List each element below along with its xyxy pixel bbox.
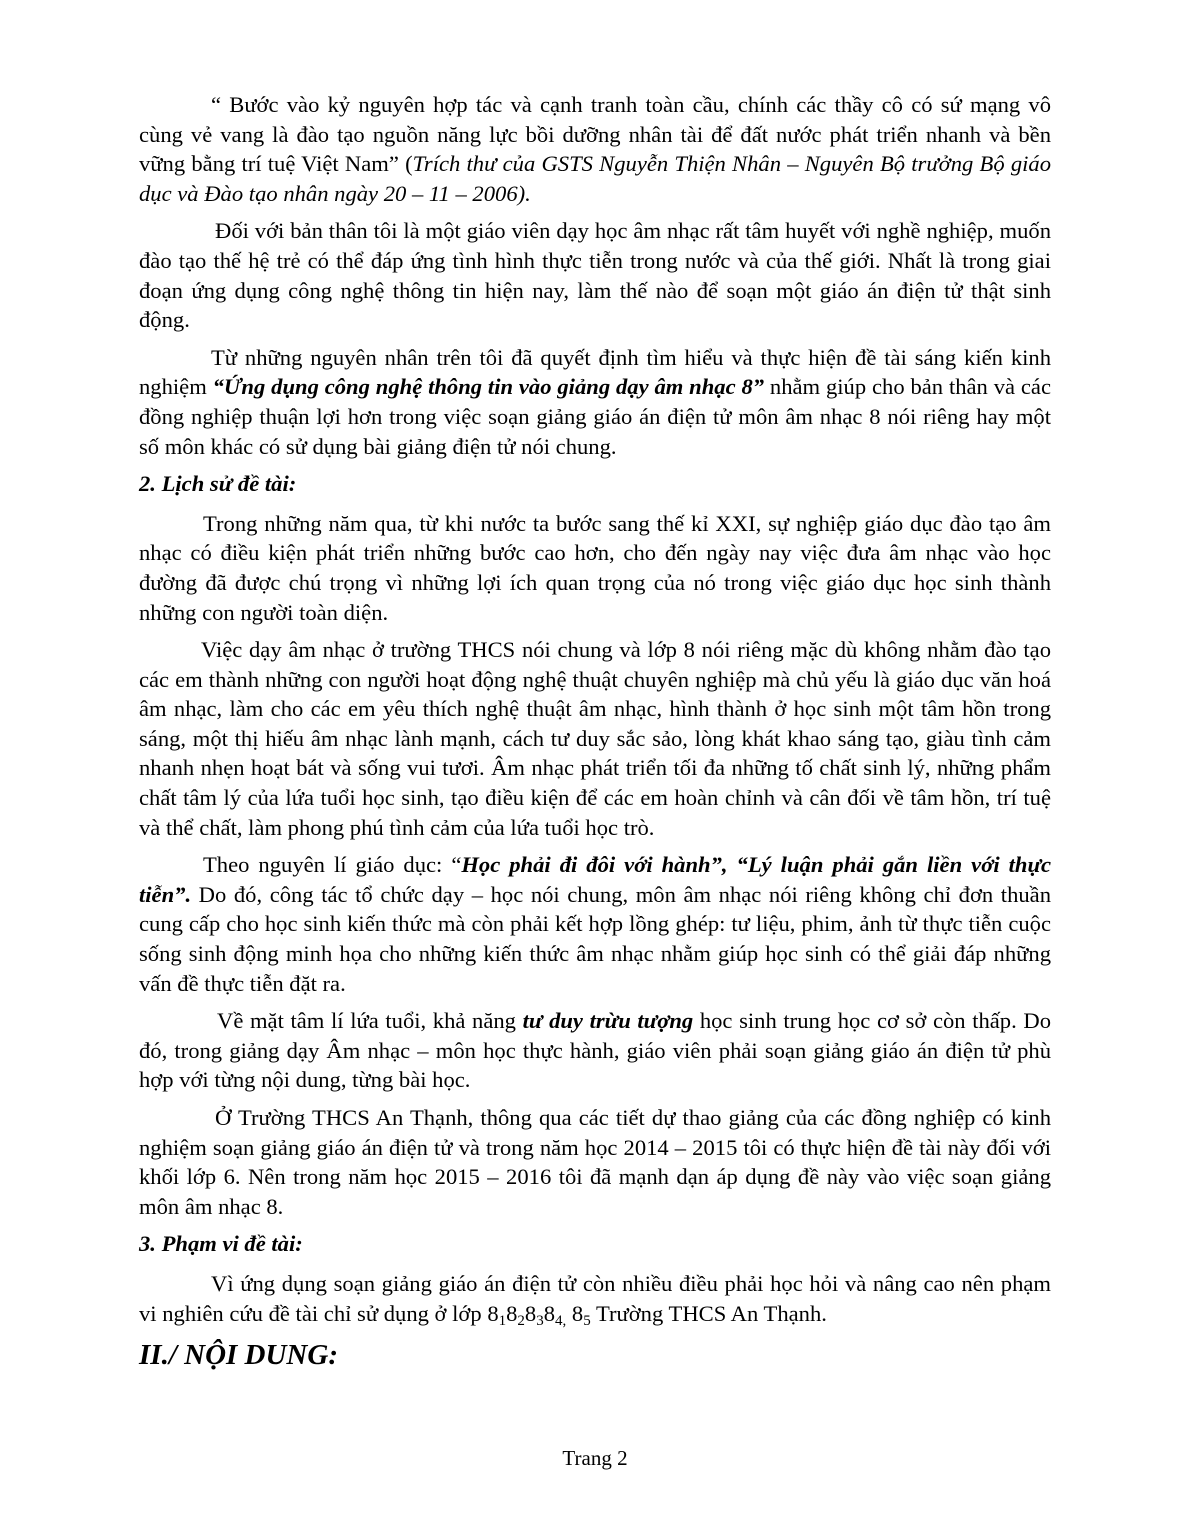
document-body	[139, 90, 1051, 1372]
principle-tail: Do đó, công tác tổ chức dạy – học nói chung, môn âm nhạc nói riêng không chỉ đơn thuần cung cấp cho học sinh kiến thức mà còn phải kết hợp lồng ghép: tư liệu, phim, ảnh từ thực tiễn cuộc sống sinh động minh họa cho những kiến thức âm nhạc nhằm giúp học sinh có thể giải đáp những vấn đề thực tiễn đặt ra.	[139, 881, 1051, 996]
class-8-1	[487, 1300, 507, 1329]
psychology-tail: học sinh trung học cơ sở còn thấp. Do đó, trong giảng dạy Âm nhạc – môn học thực hành, giáo viên phải soạn giảng giáo án điện tử phù hợp với từng nội dung, từng bài học.	[139, 1008, 1051, 1093]
paragraph-quote	[139, 90, 1051, 208]
paragraph-psychology	[139, 1006, 1051, 1095]
class-subscript: 3	[536, 1312, 544, 1329]
class-8-3	[524, 1300, 544, 1329]
class-number: 8	[571, 1300, 584, 1326]
class-subscript: 1	[498, 1312, 507, 1329]
topic-decision-lead: Từ những nguyên nhân trên tôi đã quyết định tìm hiểu và thực hiện đề tài sáng kiến kinh nghiệm	[139, 344, 1051, 400]
class-number: 8	[524, 1300, 537, 1326]
class-subscript: 5	[583, 1312, 591, 1329]
principle-lead: Theo nguyên lí giáo dục: “	[203, 852, 462, 878]
topic-decision-tail: nhằm giúp cho bản thân và các đồng nghiệp thuận lợi hơn trong việc soạn giảng giáo án điện tử môn âm nhạc 8 nói riêng hay một số môn khác có sử dụng bài giảng điện tử nói chung.	[139, 374, 1051, 459]
class-8-5	[571, 1300, 591, 1329]
heading-scope: 3. Phạm vi đề tài:	[139, 1231, 303, 1257]
scope-tail: Trường THCS An Thạnh.	[590, 1300, 827, 1326]
quote-citation: Trích thư của GSTS Nguyễn Thiện Nhân – Nguyên Bộ trưởng Bộ giáo dục và Đào tạo nhân ngày 20 – 11 – 2006).	[139, 151, 1052, 206]
quote-text: “ Bước vào kỷ nguyên hợp tác và cạnh tranh toàn cầu, chính các thầy cô có sứ mạng vô cùng vẻ vang là đào tạo nguồn năng lực bồi dưỡng nhân tài để đất nước phát triển nhanh và bền vững bằng trí tuệ Việt Nam” (	[139, 92, 1051, 177]
psychology-lead: Về mặt tâm lí lứa tuổi, khả năng	[217, 1008, 523, 1034]
class-number: 8	[506, 1300, 518, 1326]
abstract-thinking-term: tư duy trừu tượng	[522, 1008, 694, 1034]
scope-lead: Vì ứng dụng soạn giảng giáo án điện tử còn nhiều điều phải học hỏi và nâng cao nên phạm vi nghiên cứu đề tài chỉ sử dụng ở lớp	[139, 1270, 1051, 1326]
class-subscript: 2	[517, 1312, 525, 1329]
paragraph-topic-decision	[139, 343, 1051, 461]
class-number: 8	[487, 1300, 499, 1326]
paragraph-personal-motivation: Đối với bản thân tôi là một giáo viên dạy học âm nhạc rất tâm huyết với nghề nghiệp, muốn đào tạo thế hệ trẻ có thể đáp ứng tình hình thực tiễn trong nước và của thế giới. Nhất là trong giai đoạn ứng dụng công nghệ thông tin hiện nay, làm thế nào để soạn một giáo án điện tử thật sinh động.	[139, 218, 1051, 333]
paragraph-scope	[139, 1269, 1051, 1328]
paragraph-music-education: Việc dạy âm nhạc ở trường THCS nói chung và lớp 8 nói riêng mặc dù không nhằm đào tạo các em thành những con người hoạt động nghệ thuật chuyên nghiệp mà chủ yếu là giáo dục văn hoá âm nhạc, làm cho các em yêu thích nghệ thuật âm nhạc, hình thành ở học sinh một tâm hồn trong sáng, một thị hiếu âm nhạc lành mạnh, cách tư duy sắc sảo, lòng khát khao sáng tạo, giàu tình cảm nhanh nhẹn hoạt bát và sống vui tươi. Âm nhạc phát triển tối đa những tố chất sinh lý, những phẩm chất tâm lý của lứa tuổi học sinh, tạo điều kiện để các em hoàn chỉnh và cân đối về tâm hồn, trí tuệ và thể chất, làm phong phú tình cảm của lứa tuổi học trò.	[139, 637, 1051, 840]
paragraph-history-intro: Trong những năm qua, từ khi nước ta bước sang thế kỉ XXI, sự nghiệp giáo dục đào tạo âm nhạc có điều kiện phát triển những bước cao hơn, cho đến ngày nay việc đưa âm nhạc vào học đường đã được chú trọng vì những lợi ích quan trọng của nó trong việc giáo dục học sinh thành những con người toàn diện.	[139, 510, 1051, 625]
page-number: Trang 2	[562, 1446, 628, 1470]
class-number: 8	[543, 1300, 556, 1326]
class-8-4	[543, 1300, 572, 1329]
principle-quote: Học phải đi đôi với hành”, “Lý luận phải gắn liền với thực tiễn”.	[139, 852, 1052, 907]
heading-history: 2. Lịch sử đề tài:	[139, 471, 297, 497]
paragraph-education-principle	[139, 850, 1051, 998]
class-subscript: 4,	[555, 1312, 567, 1329]
paragraph-school-experience: Ở Trường THCS An Thạnh, thông qua các tiết dự thao giảng của các đồng nghiệp có kinh nghiệm soạn giảng giáo án điện tử và trong năm học 2014 – 2015 tôi có thực hiện đề tài này đối với khối lớp 6. Nên trong năm học 2015 – 2016 tôi đã mạnh dạn áp dụng đề này vào việc soạn giảng môn âm nhạc 8.	[139, 1105, 1051, 1219]
topic-title: “Ứng dụng công nghệ thông tin vào giảng dạy âm nhạc 8”	[212, 374, 765, 400]
class-8-2	[506, 1300, 525, 1329]
section-content-heading: II./ NỘI DUNG:	[139, 1339, 338, 1372]
